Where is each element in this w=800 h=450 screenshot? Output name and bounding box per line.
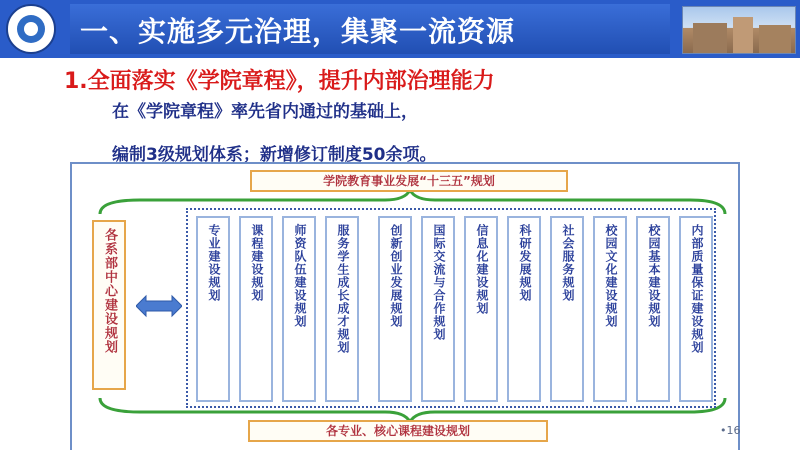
section-text-line-1: 在《学院章程》率先省内通过的基础上， (112, 102, 418, 122)
plan-column (593, 216, 627, 402)
plan-column (679, 216, 713, 402)
plan-column (464, 216, 498, 402)
plan-column-label: 创新创业发展规划 (389, 224, 403, 328)
plan-column-label: 国际交流与合作规划 (432, 224, 446, 341)
plan-column (507, 216, 541, 402)
plan-column-label: 社会服务规划 (561, 224, 575, 302)
plan-column-label: 校园基本建设规划 (647, 224, 661, 328)
plan-column-label: 信息化建设规划 (475, 224, 489, 315)
page-number: •16 (720, 424, 741, 437)
plan-column (550, 216, 584, 402)
plan-column (636, 216, 670, 402)
plan-column (421, 216, 455, 402)
top-plan-label: 学院教育事业发展“十三五”规划 (250, 170, 568, 192)
plan-column-label: 内部质量保证建设规划 (690, 224, 704, 354)
plan-column-label: 科研发展规划 (518, 224, 532, 302)
plan-column-label: 师资队伍建设规划 (293, 224, 307, 328)
plan-column-label: 专业建设规划 (207, 224, 221, 302)
slide-title: 一、实施多元治理，集聚一流资源 (80, 15, 516, 48)
plan-column-label: 校园文化建设规划 (604, 224, 618, 328)
plan-column (378, 216, 412, 402)
plan-column (282, 216, 316, 402)
double-arrow-icon (136, 294, 182, 318)
section-text-line-2: 编制3级规划体系；新增修订制度50余项。 (112, 145, 437, 165)
plan-column (196, 216, 230, 402)
plan-column-label: 课程建设规划 (250, 224, 264, 302)
section-heading: 1.全面落实《学院章程》，提升内部治理能力 (64, 69, 495, 94)
plan-column-label: 服务学生成长成才规划 (336, 224, 350, 354)
department-plan-label: 各系部中心建设规划 (102, 228, 117, 354)
department-plan-box (92, 220, 126, 390)
plan-column (325, 216, 359, 402)
bottom-plan-label: 各专业、核心课程建设规划 (248, 420, 548, 442)
plan-column (239, 216, 273, 402)
